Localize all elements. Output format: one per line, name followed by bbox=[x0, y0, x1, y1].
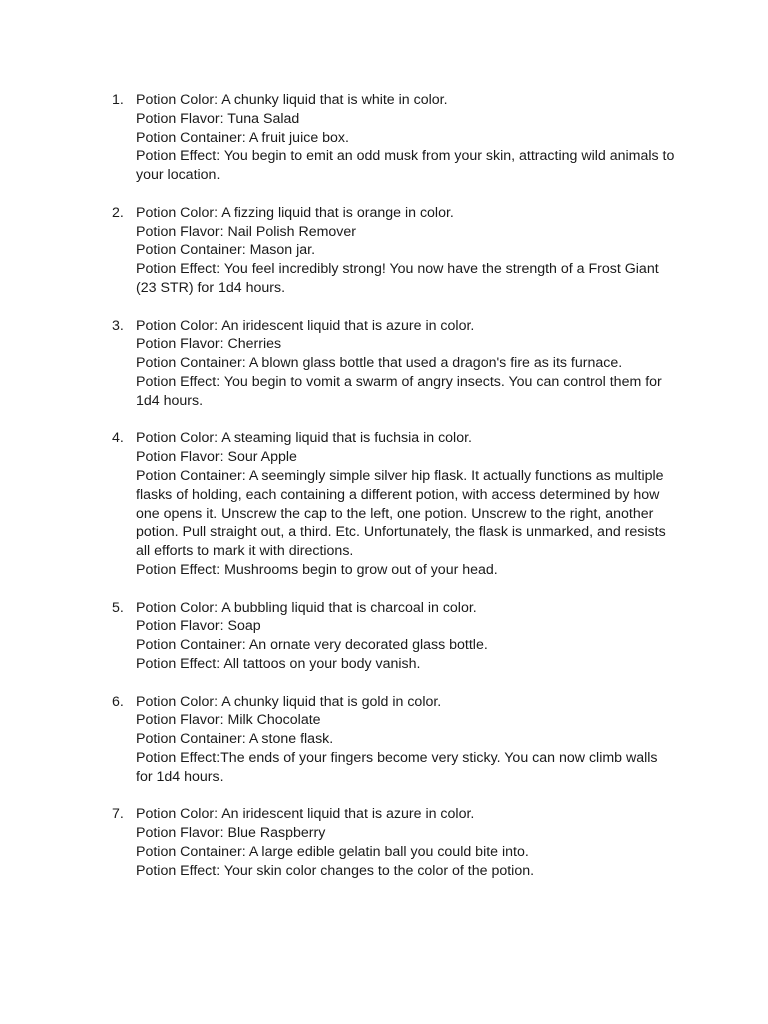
potion-color-line bbox=[136, 599, 676, 618]
list-item bbox=[0, 429, 676, 579]
potion-color-line bbox=[136, 693, 676, 712]
field-label: Potion Flavor : bbox=[136, 336, 224, 352]
field-label: Potion Color : bbox=[136, 806, 218, 822]
field-label: Potion Container : bbox=[136, 468, 246, 484]
list-number: 5. bbox=[112, 599, 124, 616]
potion-color-value: A steaming liquid that is fuchsia in color. bbox=[221, 430, 472, 447]
potion-container-line bbox=[136, 241, 676, 260]
list-item bbox=[0, 599, 676, 674]
potion-container-line bbox=[136, 730, 676, 749]
potion-color-value: A chunky liquid that is white in color. bbox=[221, 92, 448, 108]
potion-container-value: Mason jar. bbox=[249, 242, 316, 259]
field-label: Potion Container : bbox=[136, 242, 246, 258]
potion-flavor-value: Cherries bbox=[227, 336, 282, 353]
potion-color-line bbox=[136, 204, 676, 223]
potion-container-value: A fruit juice box. bbox=[248, 129, 349, 146]
potion-flavor-value: Soap bbox=[227, 618, 261, 635]
potion-container-line bbox=[136, 354, 676, 373]
potion-flavor-line bbox=[136, 448, 676, 467]
potion-color-value: A chunky liquid that is gold in color. bbox=[221, 693, 442, 710]
potion-color-value: An iridescent liquid that is azure in color. bbox=[221, 806, 475, 823]
list-item bbox=[0, 805, 676, 880]
potion-list bbox=[0, 91, 768, 880]
document-page bbox=[0, 91, 768, 899]
potion-container-value: A stone flask. bbox=[248, 731, 334, 748]
potion-color-line bbox=[136, 91, 676, 110]
potion-effect-value: You feel incredibly strong! You now have the strength of a Frost Giant (23 STR) for 1d4 hours. bbox=[136, 261, 659, 296]
potion-flavor-line bbox=[136, 223, 676, 242]
potion-flavor-value: Sour Apple bbox=[227, 449, 297, 466]
potion-effect-line bbox=[136, 749, 676, 787]
list-number: 1. bbox=[112, 92, 124, 108]
field-label: Potion Effect : bbox=[136, 562, 220, 578]
potion-flavor-value: Milk Chocolate bbox=[227, 712, 321, 729]
potion-effect-line bbox=[136, 561, 676, 580]
field-label: Potion Container : bbox=[136, 130, 246, 146]
potion-flavor-line bbox=[136, 335, 676, 354]
potion-effect-line bbox=[136, 147, 676, 185]
field-label: Potion Color : bbox=[136, 600, 218, 616]
field-label: Potion Effect : bbox=[136, 656, 220, 672]
field-label: Potion Color : bbox=[136, 430, 218, 446]
potion-flavor-line bbox=[136, 617, 676, 636]
potion-effect-line bbox=[136, 655, 676, 674]
potion-color-value: A bubbling liquid that is charcoal in color. bbox=[221, 599, 477, 616]
potion-color-value: A fizzing liquid that is orange in color. bbox=[221, 204, 454, 221]
list-item bbox=[0, 317, 676, 411]
potion-effect-value: You begin to emit an odd musk from your skin, attracting wild animals to your location. bbox=[136, 148, 675, 184]
potion-container-value: A seemingly simple silver hip flask. It actually functions as multiple flasks of holding, each containing a different potion, with access determined by how one opens it. Unscrew the cap to the left, one potion. Unscrew to the right, another potion. Pull straight out, a third. Etc. Unfortunately, the flask is unmarked, and resists all efforts to mark it with directions. bbox=[136, 467, 666, 560]
field-label: Potion Flavor : bbox=[136, 825, 224, 841]
potion-container-line bbox=[136, 467, 676, 561]
field-label: Potion Flavor : bbox=[136, 111, 224, 127]
potion-flavor-value: Blue Raspberry bbox=[227, 825, 326, 842]
potion-color-value: An iridescent liquid that is azure in color. bbox=[221, 317, 475, 334]
field-label: Potion Color : bbox=[136, 92, 218, 108]
field-label: Potion Container : bbox=[136, 731, 246, 747]
potion-effect-value: All tattoos on your body vanish. bbox=[223, 655, 421, 672]
list-item bbox=[0, 693, 676, 787]
potion-flavor-value: Nail Polish Remover bbox=[227, 223, 357, 240]
list-number: 3. bbox=[112, 317, 124, 334]
potion-color-line bbox=[136, 317, 676, 336]
field-label: Potion Effect : bbox=[136, 863, 220, 879]
field-label: Potion Flavor : bbox=[136, 618, 224, 634]
field-label: Potion Color : bbox=[136, 205, 218, 221]
potion-effect-value: Mushrooms begin to grow out of your head. bbox=[224, 561, 498, 578]
field-label: Potion Effect : bbox=[136, 261, 220, 277]
potion-flavor-line bbox=[136, 711, 676, 730]
potion-effect-value: Your skin color changes to the color of the potion. bbox=[223, 862, 535, 879]
potion-effect-value: You begin to vomit a swarm of angry insects. You can control them for 1d4 hours. bbox=[136, 373, 662, 409]
field-label: Potion Color : bbox=[136, 318, 218, 334]
list-number: 7. bbox=[112, 806, 124, 823]
potion-effect-line bbox=[136, 862, 676, 881]
potion-color-line bbox=[136, 805, 676, 824]
potion-effect-line bbox=[136, 260, 676, 298]
field-label: Potion Container : bbox=[136, 355, 246, 371]
list-number: 4. bbox=[112, 430, 124, 447]
potion-container-line bbox=[136, 636, 676, 655]
field-label: Potion Flavor : bbox=[136, 712, 224, 728]
list-item bbox=[0, 204, 676, 298]
potion-container-line bbox=[136, 843, 676, 862]
field-label: Potion Flavor : bbox=[136, 224, 224, 240]
potion-effect-value: The ends of your fingers become very sticky. You can now climb walls for 1d4 hours. bbox=[136, 749, 658, 785]
field-label: Potion Container : bbox=[136, 844, 246, 860]
potion-flavor-line bbox=[136, 824, 676, 843]
potion-effect-line bbox=[136, 373, 676, 411]
field-label: Potion Effect : bbox=[136, 374, 220, 390]
field-label: Potion Flavor : bbox=[136, 449, 224, 465]
potion-container-value: An ornate very decorated glass bottle. bbox=[248, 637, 488, 654]
list-item bbox=[0, 91, 676, 185]
field-label: Potion Effect : bbox=[136, 750, 220, 766]
list-number: 2. bbox=[112, 204, 124, 221]
list-number: 6. bbox=[112, 693, 124, 710]
potion-flavor-line bbox=[136, 110, 676, 129]
field-label: Potion Effect : bbox=[136, 148, 220, 164]
field-label: Potion Color : bbox=[136, 694, 218, 710]
potion-flavor-value: Tuna Salad bbox=[227, 110, 300, 127]
potion-container-line bbox=[136, 129, 676, 148]
potion-container-value: A large edible gelatin ball you could bite into. bbox=[248, 843, 529, 860]
potion-color-line bbox=[136, 429, 676, 448]
potion-container-value: A blown glass bottle that used a dragon's fire as its furnace. bbox=[248, 355, 623, 372]
field-label: Potion Container : bbox=[136, 637, 246, 653]
